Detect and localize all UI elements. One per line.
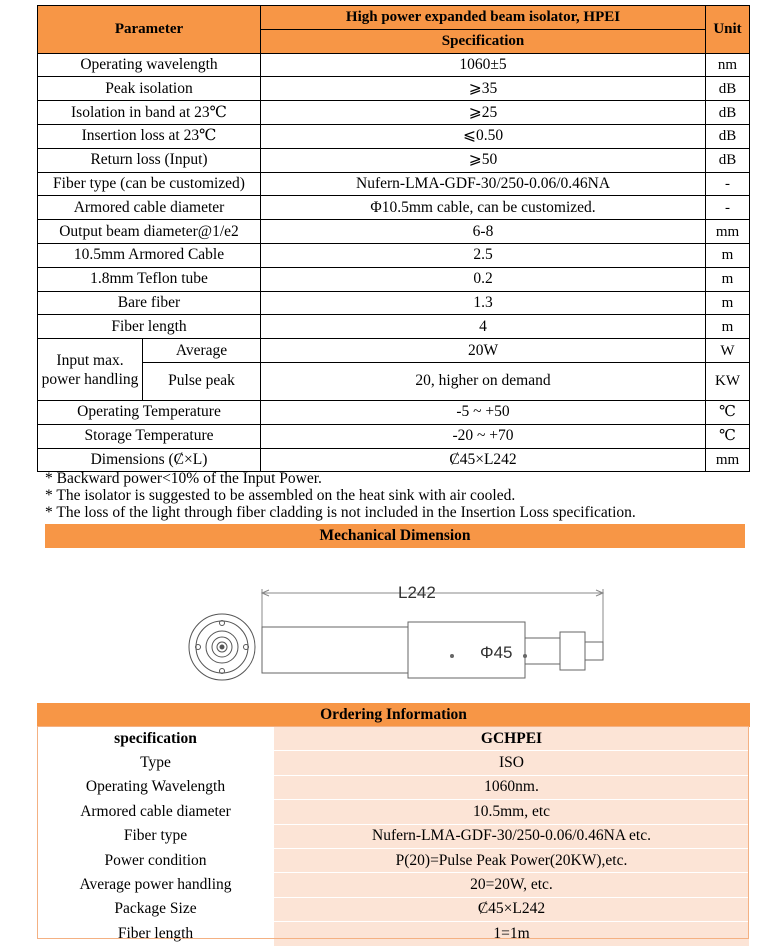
ordering-value: Nufern-LMA-GDF-30/250-0.06/0.46NA etc. [274,824,750,848]
spec-row [38,172,750,196]
spec-param: Isolation in band at 23℃ [38,101,261,125]
spec-param: 10.5mm Armored Cable [38,243,261,267]
note-cladding-loss: * The loss of the light through fiber cladding is not included in the Insertion Loss specification. [45,504,636,521]
spec-unit: ℃ [706,400,750,424]
ordering-value: Ȼ45×L242 [274,897,750,921]
ordering-header-left: specification [38,727,274,751]
spec-value: ⩾25 [261,101,706,125]
spec-row [38,243,750,267]
power-unit: W [706,339,750,363]
spec-row [38,291,750,315]
ordering-row [38,848,750,872]
spec-value: Nufern-LMA-GDF-30/250-0.06/0.46NA [261,172,706,196]
diameter-label: Φ45 [480,643,513,662]
ordering-row [38,751,750,775]
ordering-label: Armored cable diameter [38,800,274,824]
ordering-label: Type [38,751,274,775]
spec-param: Bare fiber [38,291,261,315]
spec-row [38,220,750,244]
spec-value: Φ10.5mm cable, can be customized. [261,196,706,220]
spec-row-power [38,362,750,400]
spec-param: Return loss (Input) [38,148,261,172]
ordering-table [37,703,750,947]
ordering-label: Average power handling [38,873,274,897]
spec-row [38,196,750,220]
spec-unit: - [706,196,750,220]
spec-value: 1.3 [261,291,706,315]
length-label: L242 [398,583,436,602]
spec-row [38,101,750,125]
spec-param: Dimensions (Ȼ×L) [38,448,261,472]
spec-row [38,77,750,101]
ordering-row [38,800,750,824]
spec-param: Insertion loss at 23℃ [38,124,261,148]
ordering-value: ISO [274,751,750,775]
mechanical-dimension-title: Mechanical Dimension [45,524,745,548]
spec-table [37,5,750,472]
spec-param: Storage Temperature [38,424,261,448]
isolator-body-icon [262,622,603,678]
spec-unit: m [706,315,750,339]
power-value: 20, higher on demand [261,362,706,400]
spec-value: Ȼ45×L242 [261,448,706,472]
notes [45,470,636,521]
spec-unit: nm [706,53,750,77]
spec-param: Operating Temperature [38,400,261,424]
ordering-value: 20=20W, etc. [274,873,750,897]
spec-unit: dB [706,101,750,125]
spec-row [38,424,750,448]
spec-unit: m [706,291,750,315]
ordering-value: 1=1m [274,922,750,946]
spec-param: Armored cable diameter [38,196,261,220]
ordering-row [38,922,750,946]
spec-value: ⩾50 [261,148,706,172]
ordering-label: Fiber type [38,824,274,848]
spec-param: Operating wavelength [38,53,261,77]
spec-unit: dB [706,124,750,148]
spec-value: 1060±5 [261,53,706,77]
power-unit: KW [706,362,750,400]
ordering-row [38,775,750,799]
power-group-label: Input max. power handling [38,339,143,401]
spec-param: Peak isolation [38,77,261,101]
mechanical-drawing [180,572,620,682]
spec-param: Fiber length [38,315,261,339]
spec-unit: ℃ [706,424,750,448]
spec-row [38,400,750,424]
ordering-value: P(20)=Pulse Peak Power(20KW),etc. [274,848,750,872]
ordering-row [38,897,750,921]
spec-row-power [38,339,750,363]
ordering-row [38,824,750,848]
ordering-title: Ordering Information [38,704,750,727]
spec-unit: mm [706,448,750,472]
spec-value: 6-8 [261,220,706,244]
header-specification: Specification [261,29,706,53]
spec-unit: - [706,172,750,196]
power-param: Pulse peak [143,362,261,400]
note-heat-sink: * The isolator is suggested to be assembled on the heat sink with air cooled. [45,487,516,504]
header-unit: Unit [706,6,750,54]
spec-value: ⩽0.50 [261,124,706,148]
spec-value: 0.2 [261,267,706,291]
spec-value: -5 ~ +50 [261,400,706,424]
ordering-label: Package Size [38,897,274,921]
ordering-label: Power condition [38,848,274,872]
header-parameter: Parameter [38,6,261,54]
spec-unit: m [706,267,750,291]
spec-param: Fiber type (can be customized) [38,172,261,196]
spec-value: ⩾35 [261,77,706,101]
spec-param: 1.8mm Teflon tube [38,267,261,291]
ordering-label: Operating Wavelength [38,775,274,799]
ordering-header-right: GCHPEI [274,727,750,751]
spec-row [38,267,750,291]
ordering-row [38,873,750,897]
spec-row [38,448,750,472]
spec-unit: mm [706,220,750,244]
end-view-icon [189,614,255,680]
ordering-value: 10.5mm, etc [274,800,750,824]
spec-value: -20 ~ +70 [261,424,706,448]
spec-row [38,124,750,148]
spec-value: 2.5 [261,243,706,267]
spec-unit: m [706,243,750,267]
ordering-value: 1060nm. [274,775,750,799]
spec-row [38,53,750,77]
spec-param: Output beam diameter@1/e2 [38,220,261,244]
spec-value: 4 [261,315,706,339]
header-title: High power expanded beam isolator, HPEI [261,6,706,30]
power-param: Average [143,339,261,363]
power-value: 20W [261,339,706,363]
spec-row [38,315,750,339]
spec-unit: dB [706,77,750,101]
spec-unit: dB [706,148,750,172]
spec-row [38,148,750,172]
ordering-label: Fiber length [38,922,274,946]
note-backward-power: * Backward power<10% of the Input Power. [45,470,322,487]
